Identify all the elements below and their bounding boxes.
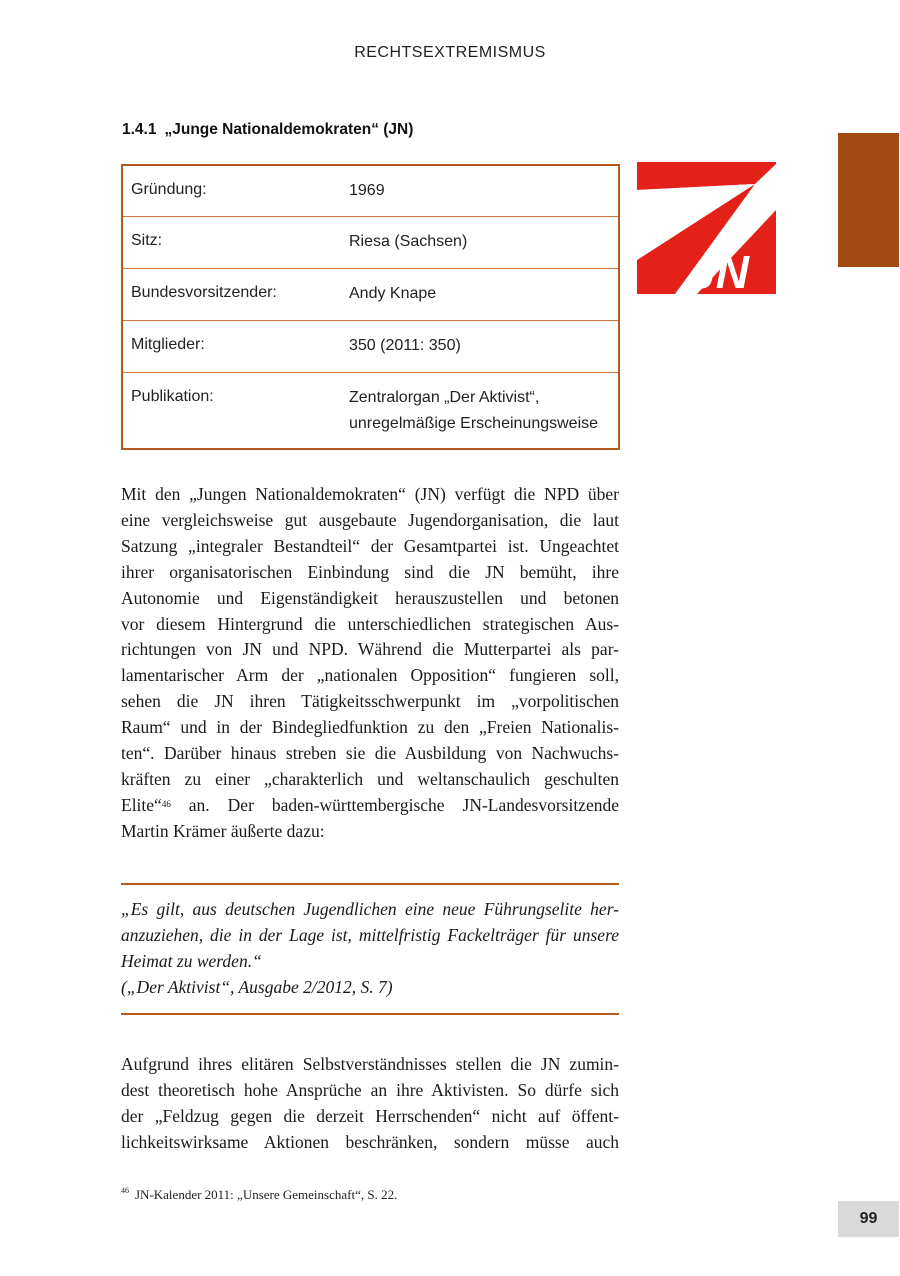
text-line: kräften zu einer „charakterlich und weltanschaulich geschulten: [121, 768, 619, 789]
fact-row-seat: [123, 217, 618, 269]
text-line: [121, 793, 619, 819]
text-fragment: an. Der baden-württembergische JN-Landesvorsitzende: [170, 794, 619, 815]
quote-line: anzuziehen, die in der Lage ist, mittelfristig Fackelträger für unsere: [121, 924, 619, 945]
fact-value: 1969: [349, 182, 385, 199]
fact-value: Andy Knape: [349, 285, 437, 302]
text-line: Aufgrund ihres elitären Selbstverständnisses stellen die JN zumin-: [121, 1054, 619, 1074]
text-line: Autonomie und Eigenständigkeit herauszustellen und betonen: [121, 587, 619, 608]
fact-table: [121, 164, 620, 450]
fact-label: Gründung:: [131, 181, 207, 198]
page-number: 99: [838, 1201, 899, 1237]
text-line: Martin Krämer äußerte dazu:: [121, 820, 325, 841]
quote-rule-bottom: [121, 1013, 619, 1015]
text-fragment: Elite“: [121, 794, 162, 815]
fact-value: 350 (2011: 350): [349, 337, 461, 354]
quote-line: Heimat zu werden.“: [121, 950, 262, 971]
quote-source: („Der Aktivist“, Ausgabe 2/2012, S. 7): [121, 976, 393, 997]
fact-label: Bundesvorsitzender:: [131, 284, 277, 301]
quote-line: „Es gilt, aus deutschen Jugendlichen eine neue Führungselite her-: [121, 899, 619, 919]
block-quote: [121, 897, 619, 1001]
quote-rule-top: [121, 883, 619, 885]
section-heading: [122, 121, 413, 139]
fact-value: [349, 385, 598, 437]
text-line: vor diesem Hintergrund die unterschiedlichen strategischen Aus-: [121, 613, 619, 634]
text-line: Mit den „Jungen Nationaldemokraten“ (JN) verfügt die NPD über: [121, 484, 619, 504]
fact-label: Sitz:: [131, 232, 163, 249]
fact-value-line: Zentralorgan „Der Aktivist“,: [349, 389, 540, 406]
text-line: richtungen von JN und NPD. Während die Mutterpartei als par-: [121, 639, 619, 660]
section-number: 1.4.1: [122, 121, 157, 138]
fact-row-chair: [123, 269, 618, 321]
fact-label: Publikation:: [131, 388, 214, 405]
fact-row-founding: [123, 166, 618, 217]
text-line: Satzung „integraler Bestandteil“ der Gesamtpartei ist. Ungeachtet: [121, 535, 619, 556]
text-line: ihrer organisatorischen Einbindung sind die JN bemüht, ihre: [121, 561, 619, 582]
body-paragraph-2: [121, 1052, 619, 1156]
chapter-side-tab: [838, 133, 899, 267]
fact-label: Mitglieder:: [131, 336, 205, 353]
footnote-text: JN-Kalender 2011: „Unsere Gemeinschaft“, S. 22.: [135, 1187, 398, 1202]
text-line: ten“. Darüber hinaus streben sie die Ausbildung von Nachwuchs-: [121, 743, 619, 764]
text-line: der „Feldzug gegen die derzeit Herrschenden“ nicht auf öffent-: [121, 1105, 619, 1126]
jn-logo-text: JN: [690, 246, 749, 294]
text-line: dest theoretisch hohe Ansprüche an ihre Aktivisten. So dürfe sich: [121, 1079, 619, 1100]
footnote-ref[interactable]: 46: [161, 798, 171, 809]
fact-value: Riesa (Sachsen): [349, 233, 468, 250]
text-line: lichkeitswirksame Aktionen beschränken, sondern müsse auch: [121, 1131, 619, 1152]
footnote: [121, 1187, 397, 1203]
fact-value-line: unregelmäßige Erscheinungsweise: [349, 415, 599, 432]
body-paragraph-1: [121, 482, 619, 845]
fact-row-publication: [123, 373, 618, 448]
fact-row-members: [123, 321, 618, 373]
section-title: „Junge Nationaldemokraten“ (JN): [164, 121, 414, 138]
running-header: RECHTSEXTREMISMUS: [354, 44, 546, 61]
text-line: sehen die JN ihren Tätigkeitsschwerpunkt im „vorpolitischen: [121, 691, 619, 712]
text-line: Raum“ und in der Bindegliedfunktion zu den „Freien Nationalis-: [121, 717, 619, 738]
text-line: eine vergleichsweise gut ausgebaute Jugendorganisation, die laut: [121, 509, 619, 530]
footnote-number: 46: [121, 1186, 129, 1195]
jn-logo: [637, 162, 776, 294]
text-line: lamentarischer Arm der „nationalen Opposition“ fungieren soll,: [121, 665, 619, 686]
